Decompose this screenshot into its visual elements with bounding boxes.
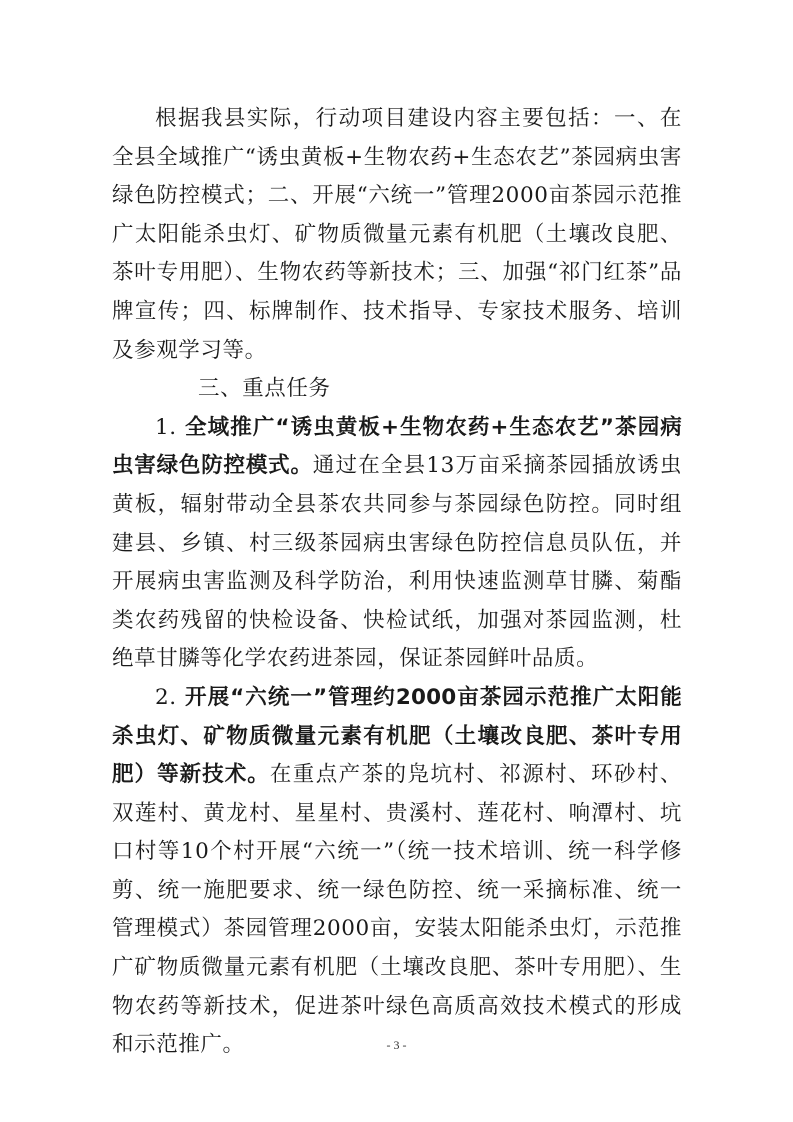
task-item-2-title: 开展“六统一”管理约2000亩茶园示范推广太阳能杀虫灯、矿物质微量元素有机肥（土壤改良肥、茶叶专用肥）等新技术。 xyxy=(112,684,683,788)
task-item-2-number: 2. xyxy=(155,684,186,710)
section-heading-text: 三、重点任务 xyxy=(198,376,331,402)
task-item-2-body: 在重点产茶的凫坑村、祁源村、环砂村、双莲村、黄龙村、星星村、贵溪村、莲花村、响潭村、坑口村等10个村开展“六统一”（统一技术培训、统一科学修剪、统一施肥要求、统一绿色防控、统一采摘标准、统一管理模式）茶园管理2000亩，安装太阳能杀虫灯，示范推广矿物质微量元素有机肥（土壤改良肥、茶叶专用肥）、生物农药等新技术，促进茶叶绿色高质高效技术模式的形成和示范推广。 xyxy=(112,762,682,1058)
task-item-1-number: 1. xyxy=(155,414,186,440)
intro-paragraph: 根据我县实际，行动项目建设内容主要包括：一、在全县全域推广“诱虫黄板+生物农药+生态农艺”茶园病虫害绿色防控模式；二、开展“六统一”管理2000亩茶园示范推广太阳能杀虫灯、矿物质微量元素有机肥（土壤改良肥、茶叶专用肥）、生物农药等新技术；三、加强“祁门红茶”品牌宣传；四、标牌制作、技术指导、专家技术服务、培训及参观学习等。 xyxy=(112,106,682,363)
task-item-2 xyxy=(112,679,682,1065)
document-body xyxy=(112,100,682,1065)
page-number: - 3 - xyxy=(386,1038,407,1052)
section-heading xyxy=(112,370,682,409)
task-item-1 xyxy=(112,409,682,679)
task-item-1-title: 全域推广“诱虫黄板+生物农药+生态农艺”茶园病虫害绿色防控模式。 xyxy=(112,414,682,479)
task-item-1-body: 通过在全县13万亩采摘茶园插放诱虫黄板，辐射带动全县茶农共同参与茶园绿色防控。同时组建县、乡镇、村三级茶园病虫害绿色防控信息员队伍，并开展病虫害监测及科学防治，利用快速监测草甘膦、菊酯类农药残留的快检设备、快检试纸，加强对茶园监测，杜绝草甘膦等化学农药进茶园，保证茶园鲜叶品质。 xyxy=(112,453,682,672)
